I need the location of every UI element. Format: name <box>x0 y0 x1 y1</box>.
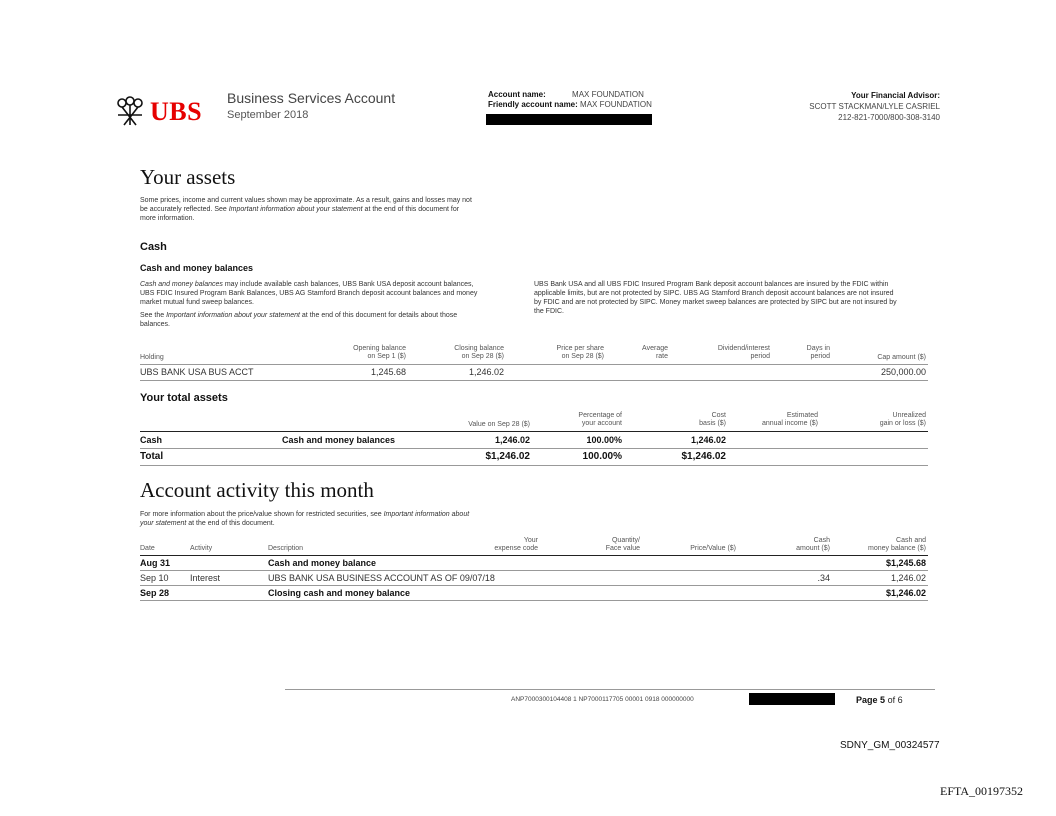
total-row-cash-desc: Cash and money balances <box>282 435 396 445</box>
col-holding: Holding <box>140 354 164 361</box>
col-div-2: period <box>750 353 770 360</box>
col-avg-2: rate <box>655 353 668 360</box>
statement-period: September 2018 <box>227 109 309 121</box>
activity-row-type: Interest <box>190 573 221 583</box>
col-pct-2: your account <box>581 420 622 427</box>
fdic-line-3: by FDIC and are not protected by SIPC. Money market sweep balances are protected by SIPC but are not insured by <box>534 299 897 306</box>
table-divider <box>140 465 928 466</box>
efta-number: EFTA_00197352 <box>940 784 1024 798</box>
total-row-pct: 100.00% <box>582 451 622 462</box>
total-row-value: $1,246.02 <box>485 451 530 462</box>
col-unrealized <box>840 412 926 428</box>
cmb-line-3: market mutual fund sweep balances. <box>140 299 255 306</box>
activity-row-date: Sep 10 <box>140 573 169 583</box>
table-divider <box>140 364 928 365</box>
total-row-label: Total <box>140 451 164 462</box>
col-exp-2: expense code <box>494 545 538 552</box>
see-line-link: Important information about your statement <box>166 312 300 319</box>
page-number: 5 <box>880 695 886 705</box>
col-dividend-period <box>690 345 770 361</box>
assets-intro-line-2a: be accurately reflected. See <box>140 206 227 213</box>
col-cash-2: amount ($) <box>796 545 830 552</box>
activity-row-cash: .34 <box>817 573 830 583</box>
col-cash-amount <box>770 537 830 553</box>
activity-row-desc: Cash and money balance <box>268 558 377 568</box>
col-qty-2: Face value <box>605 545 640 552</box>
fdic-line-1: UBS Bank USA and all UBS FDIC Insured Program Bank deposit account balances are insured by the FDIC within <box>534 281 889 288</box>
activity-intro-1a: For more information about the price/value shown for restricted securities, see <box>140 511 382 518</box>
friendly-name-value: MAX FOUNDATION <box>580 100 652 109</box>
closing-balance-value: 1,246.02 <box>468 367 504 377</box>
activity-row-desc: UBS BANK USA BUSINESS ACCOUNT AS OF 09/07/18 <box>268 573 495 583</box>
col-cost-2: basis ($) <box>699 420 726 427</box>
cap-amount-value: 250,000.00 <box>880 367 926 377</box>
col-description: Description <box>268 545 304 552</box>
see-line-c: at the end of this document for details about those <box>301 312 458 319</box>
col-price-value: Price/Value ($) <box>690 545 736 552</box>
col-closing-2: on Sep 28 ($) <box>461 353 504 360</box>
col-days-in-period <box>790 345 830 361</box>
activity-intro-link: Important information about <box>383 511 470 518</box>
col-bal-2: money balance ($) <box>868 545 926 552</box>
col-exp-1: Your <box>523 537 538 544</box>
table-divider <box>140 448 928 449</box>
account-name-value: MAX FOUNDATION <box>572 90 644 99</box>
opening-balance-value: 1,245.68 <box>370 367 406 377</box>
table-divider <box>140 600 928 601</box>
col-qty-1: Quantity/ <box>611 537 640 544</box>
cmb-line-1: may include available cash balances, UBS Bank USA deposit account balances, <box>224 281 474 288</box>
col-quantity <box>590 537 640 553</box>
total-row-cost: $1,246.02 <box>681 451 726 462</box>
ubs-keys-logo-icon <box>112 95 148 127</box>
cash-money-heading: Cash and money balances <box>140 263 254 273</box>
col-est-1: Estimated <box>786 412 818 419</box>
col-avg-1: Average <box>642 345 668 352</box>
activity-intro <box>140 510 540 528</box>
friendly-name-label: Friendly account name: <box>488 100 578 109</box>
account-type-title: Business Services Account <box>227 90 396 106</box>
total-assets-title: Your total assets <box>140 392 228 404</box>
fdic-line-2: applicable limits, but are not protected by SIPC. UBS AG Stamford Branch deposit account balances are not insured <box>534 290 894 297</box>
page-indicator <box>856 695 903 705</box>
col-estimated-income <box>740 412 818 428</box>
col-unr-2: gain or loss ($) <box>879 420 926 427</box>
col-days-2: period <box>810 353 830 360</box>
cmb-italic: Cash and money balances <box>140 281 223 288</box>
col-days-1: Days in <box>806 345 830 352</box>
col-cash-1: Cash <box>813 537 830 544</box>
page-label: Page <box>856 695 878 705</box>
activity-intro-2a: your statement <box>140 520 187 527</box>
col-cap-amount: Cap amount ($) <box>877 354 926 361</box>
col-opening-balance <box>330 345 406 361</box>
activity-row-balance: $1,246.02 <box>885 588 926 598</box>
cash-heading: Cash <box>140 241 167 253</box>
assets-intro-line-2c: at the end of this document for <box>364 206 460 213</box>
fdic-line-4: the FDIC. <box>534 308 564 315</box>
activity-row-date: Sep 28 <box>140 588 170 598</box>
col-money-balance <box>840 537 926 553</box>
col-closing-1: Closing balance <box>454 345 504 352</box>
activity-title: Account activity this month <box>140 478 374 502</box>
col-bal-1: Cash and <box>896 537 926 544</box>
activity-row-desc: Closing cash and money balance <box>268 588 411 598</box>
bates-number: SDNY_GM_00324577 <box>840 740 940 751</box>
col-opening-1: Opening balance <box>353 345 406 352</box>
advisor-block <box>760 90 940 123</box>
col-closing-balance <box>430 345 504 361</box>
col-est-2: annual income ($) <box>761 420 818 427</box>
col-div-1: Dividend/interest <box>717 345 770 352</box>
advisor-phone: 212-821-7000/800-308-3140 <box>838 113 940 122</box>
account-name-label: Account name: <box>488 90 546 99</box>
assets-intro-line-3: more information. <box>140 215 195 222</box>
col-cost-1: Cost <box>711 412 726 419</box>
total-row-cash-value: 1,246.02 <box>494 435 530 445</box>
col-price-1: Price per share <box>556 345 604 352</box>
total-row-cash-pct: 100.00% <box>586 435 622 445</box>
table-divider <box>140 570 928 571</box>
table-divider <box>140 380 928 381</box>
assets-title: Your assets <box>140 165 236 189</box>
activity-row-date: Aug 31 <box>140 558 171 568</box>
see-line-a: See the <box>140 312 165 319</box>
activity-row-balance: 1,246.02 <box>890 573 926 583</box>
holding-name: UBS BANK USA BUS ACCT <box>140 367 254 377</box>
activity-row-balance: $1,245.68 <box>885 558 926 568</box>
assets-intro-link: Important information about your statement <box>228 206 363 213</box>
total-row-cash-label: Cash <box>140 435 163 445</box>
total-row-cash-cost: 1,246.02 <box>690 435 726 445</box>
col-cost-basis <box>670 412 726 428</box>
footer-rule <box>285 689 935 690</box>
table-divider <box>140 585 928 586</box>
cash-left-paragraph <box>140 280 520 329</box>
col-value: Value on Sep 28 ($) <box>468 421 530 428</box>
col-price-2: on Sep 28 ($) <box>561 353 604 360</box>
table-divider <box>140 555 928 556</box>
redaction-bar <box>749 693 835 705</box>
col-average-rate <box>630 345 668 361</box>
advisor-label: Your Financial Advisor: <box>851 91 940 100</box>
see-line-2: balances. <box>140 321 170 328</box>
col-unr-1: Unrealized <box>892 412 926 419</box>
redaction-bar <box>486 114 652 125</box>
activity-intro-2b: at the end of this document. <box>188 520 275 527</box>
col-price-per-share <box>530 345 604 361</box>
account-name-block <box>488 90 652 110</box>
cmb-line-2: UBS FDIC Insured Program Bank Balances, UBS AG Stamford Branch deposit account balances and money <box>140 290 478 297</box>
cash-right-paragraph <box>534 280 934 316</box>
col-opening-2: on Sep 1 ($) <box>367 353 406 360</box>
footer-code: ANP7000300104408 1 NP7000117705 00001 0918 000000000 <box>511 696 694 703</box>
assets-intro <box>140 196 520 223</box>
page-total: of 6 <box>887 695 903 705</box>
col-expense-code <box>470 537 538 553</box>
advisor-name: SCOTT STACKMAN/LYLE CASRIEL <box>809 102 940 111</box>
col-date: Date <box>140 545 155 552</box>
col-percentage <box>550 412 622 428</box>
col-activity: Activity <box>190 545 213 552</box>
table-divider <box>140 431 928 432</box>
ubs-logo-text: UBS <box>150 97 203 126</box>
assets-intro-line-1: Some prices, income and current values shown may be approximate. As a result, gains and losses may not <box>140 197 472 204</box>
col-pct-1: Percentage of <box>578 412 622 419</box>
